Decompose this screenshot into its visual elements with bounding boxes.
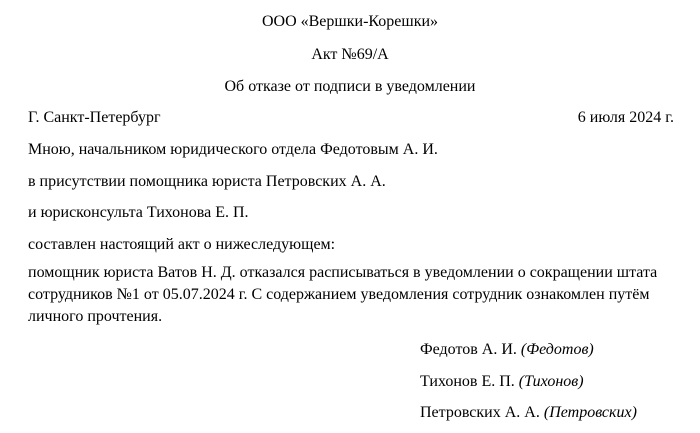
body-line-1: Мною, начальником юридического отдела Федотовым А. И. — [28, 141, 438, 158]
act-subject: Об отказе от подписи в уведомлении — [224, 78, 476, 95]
signature-line-2 — [420, 372, 584, 392]
body-paragraph: помощник юриста Ватов Н. Д. отказался расписываться в уведомлении о сокращении штата сотрудников №1 от 05.07.2024 г. С содержанием уведомления сотрудник ознакомлен путём личного прочтения. — [28, 264, 658, 325]
signer-name: Федотов А. И. — [420, 341, 517, 358]
body-line-3: и юрисконсульта Тихонова Е. П. — [28, 204, 249, 221]
signature-line-3 — [420, 403, 637, 423]
signer-signature: (Федотов) — [520, 341, 594, 358]
city: Г. Санкт-Петербург — [28, 109, 161, 126]
signer-name: Тихонов Е. П. — [420, 373, 515, 390]
signer-signature: (Петровских) — [543, 404, 637, 421]
act-date: 6 июля 2024 г. — [577, 109, 674, 126]
act-number: Акт №69/А — [311, 46, 389, 63]
signer-name: Петровских А. А. — [420, 404, 540, 421]
company-name: ООО «Вершки-Корешки» — [261, 13, 439, 30]
body-line-4: составлен настоящий акт о нижеследующем: — [28, 236, 336, 253]
signer-signature: (Тихонов) — [518, 373, 584, 390]
body-line-2: в присутствии помощника юриста Петровских А. А. — [28, 173, 386, 190]
signature-line-1 — [420, 340, 594, 360]
